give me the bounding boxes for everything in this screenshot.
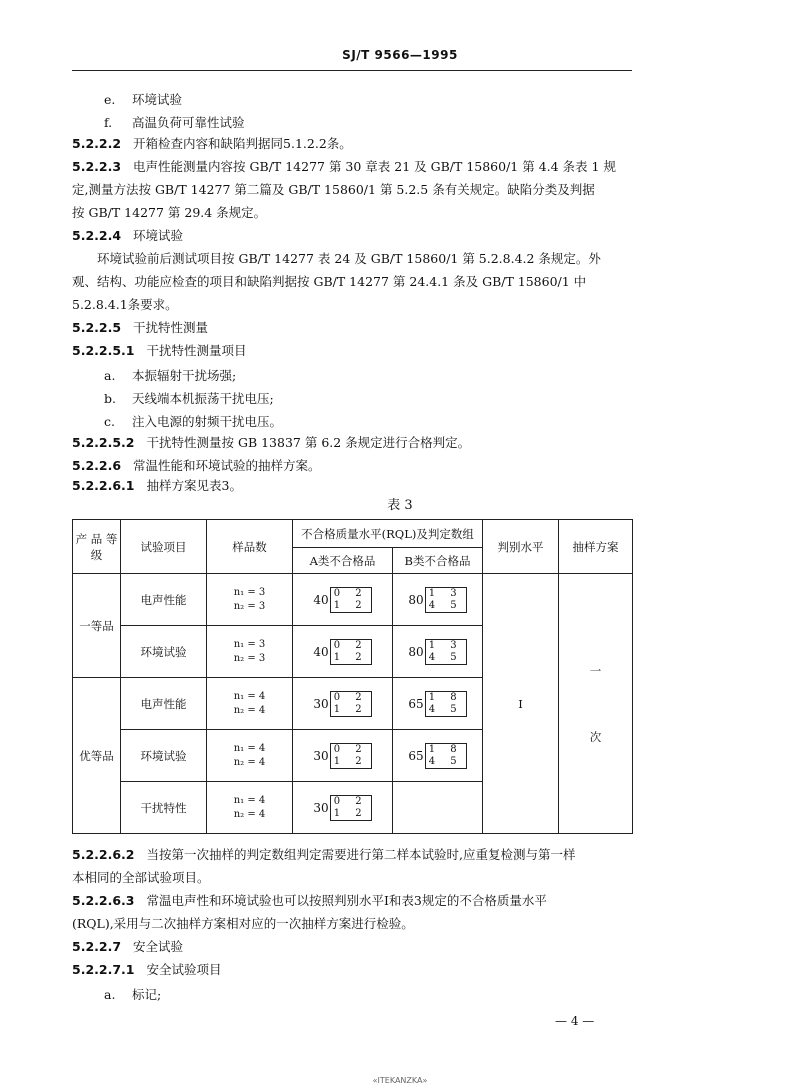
list-item: b. 天线端本机振荡干扰电压; [104,391,274,406]
header-a-class: A类不合格品 [293,548,393,574]
paragraph-line: 5.2.8.4.1条要求。 [72,297,178,312]
clause-5-2-2-5-2: 5.2.2.5.2 干扰特性测量按 GB 13837 第 6.2 条规定进行合格判定。 [72,435,471,450]
b-class-cell: 80 1 3 4 5 [393,626,483,678]
clause-5-2-2-6-1: 5.2.2.6.1 抽样方案见表3。 [72,478,242,493]
paragraph-line: 观、结构、功能应检查的项目和缺陷判据按 GB/T 14277 第 24.4.1 条及 GB/T 15860/1 中 [72,274,587,289]
clause-5-2-2-7-1: 5.2.2.7.1 安全试验项目 [72,962,222,977]
clause-5-2-2-5: 5.2.2.5 干扰特性测量 [72,320,209,335]
list-item: a. 标记; [104,987,162,1002]
sample-size: n₁ = 4 n₂ = 4 [207,782,293,834]
table-caption: 表 3 [387,498,413,513]
discrimination-level: I [483,574,559,834]
a-class-cell: 30 0 2 1 2 [293,678,393,730]
header-grade: 产 品 等 级 [73,520,121,574]
b-class-cell-empty [393,782,483,834]
b-class-cell: 80 1 3 4 5 [393,574,483,626]
header-b-class: B类不合格品 [393,548,483,574]
test-item: 环境试验 [121,730,207,782]
clause-5-2-2-2: 5.2.2.2 开箱检查内容和缺陷判据同5.1.2.2条。 [72,136,352,151]
clause-5-2-2-6: 5.2.2.6 常温性能和环境试验的抽样方案。 [72,458,321,473]
sample-size: n₁ = 4 n₂ = 4 [207,678,293,730]
paragraph-line: 本相同的全部试验项目。 [72,870,210,885]
paragraph-line: 按 GB/T 14277 第 29.4 条规定。 [72,205,267,220]
clause-5-2-2-5-1: 5.2.2.5.1 干扰特性测量项目 [72,343,247,358]
header-rule [72,70,632,71]
page-number: — 4 — [555,1014,595,1028]
clause-5-2-2-6-3: 5.2.2.6.3 常温电声性和环境试验也可以按照判别水平Ⅰ和表3规定的不合格质量水平 [72,893,547,908]
a-class-cell: 40 0 2 1 2 [293,626,393,678]
clause-5-2-2-6-2: 5.2.2.6.2 当按第一次抽样的判定数组判定需要进行第二样本试验时,应重复检测与第一样 [72,847,576,862]
paragraph-line: (RQL),采用与二次抽样方案相对应的一次抽样方案进行检验。 [72,916,414,931]
test-item: 干扰特性 [121,782,207,834]
clause-5-2-2-3: 5.2.2.3 电声性能测量内容按 GB/T 14277 第 30 章表 21 及 GB/T 15860/1 第 4.4 条表 1 规 [72,159,616,174]
paragraph-line: 环境试验前后测试项目按 GB/T 14277 表 24 及 GB/T 15860/1 第 5.2.8.4.2 条规定。外 [97,251,601,266]
test-item: 环境试验 [121,626,207,678]
a-class-cell: 30 0 2 1 2 [293,730,393,782]
footer-watermark: «ITEKANZKA» [372,1076,428,1085]
b-class-cell: 65 1 8 4 5 [393,678,483,730]
paragraph-line: 定,测量方法按 GB/T 14277 第二篇及 GB/T 15860/1 第 5.2.5 条有关规定。缺陷分类及判据 [72,182,595,197]
test-item: 电声性能 [121,678,207,730]
grade-first: 一等品 [73,574,121,678]
clause-5-2-2-4: 5.2.2.4 环境试验 [72,228,184,243]
list-item: e. 环境试验 [104,92,183,107]
grade-premium: 优等品 [73,678,121,834]
header-samples: 样品数 [207,520,293,574]
sampling-plan-table [72,519,633,834]
table-row [73,574,633,626]
header-level: 判别水平 [483,520,559,574]
header-test: 试验项目 [121,520,207,574]
sampling-plan-value: 一 次 [559,574,633,834]
list-item: f. 高温负荷可靠性试验 [104,115,245,130]
header-rql: 不合格质量水平(RQL)及判定数组 [293,520,483,548]
a-class-cell: 40 0 2 1 2 [293,574,393,626]
header-plan: 抽样方案 [559,520,633,574]
list-item: a. 本振辐射干扰场强; [104,368,237,383]
sample-size: n₁ = 3 n₂ = 3 [207,574,293,626]
standard-code-header: SJ/T 9566—1995 [342,48,458,62]
clause-5-2-2-7: 5.2.2.7 安全试验 [72,939,184,954]
list-item: c. 注入电源的射频干扰电压。 [104,414,283,429]
sample-size: n₁ = 4 n₂ = 4 [207,730,293,782]
sample-size: n₁ = 3 n₂ = 3 [207,626,293,678]
test-item: 电声性能 [121,574,207,626]
a-class-cell: 30 0 2 1 2 [293,782,393,834]
b-class-cell: 65 1 8 4 5 [393,730,483,782]
